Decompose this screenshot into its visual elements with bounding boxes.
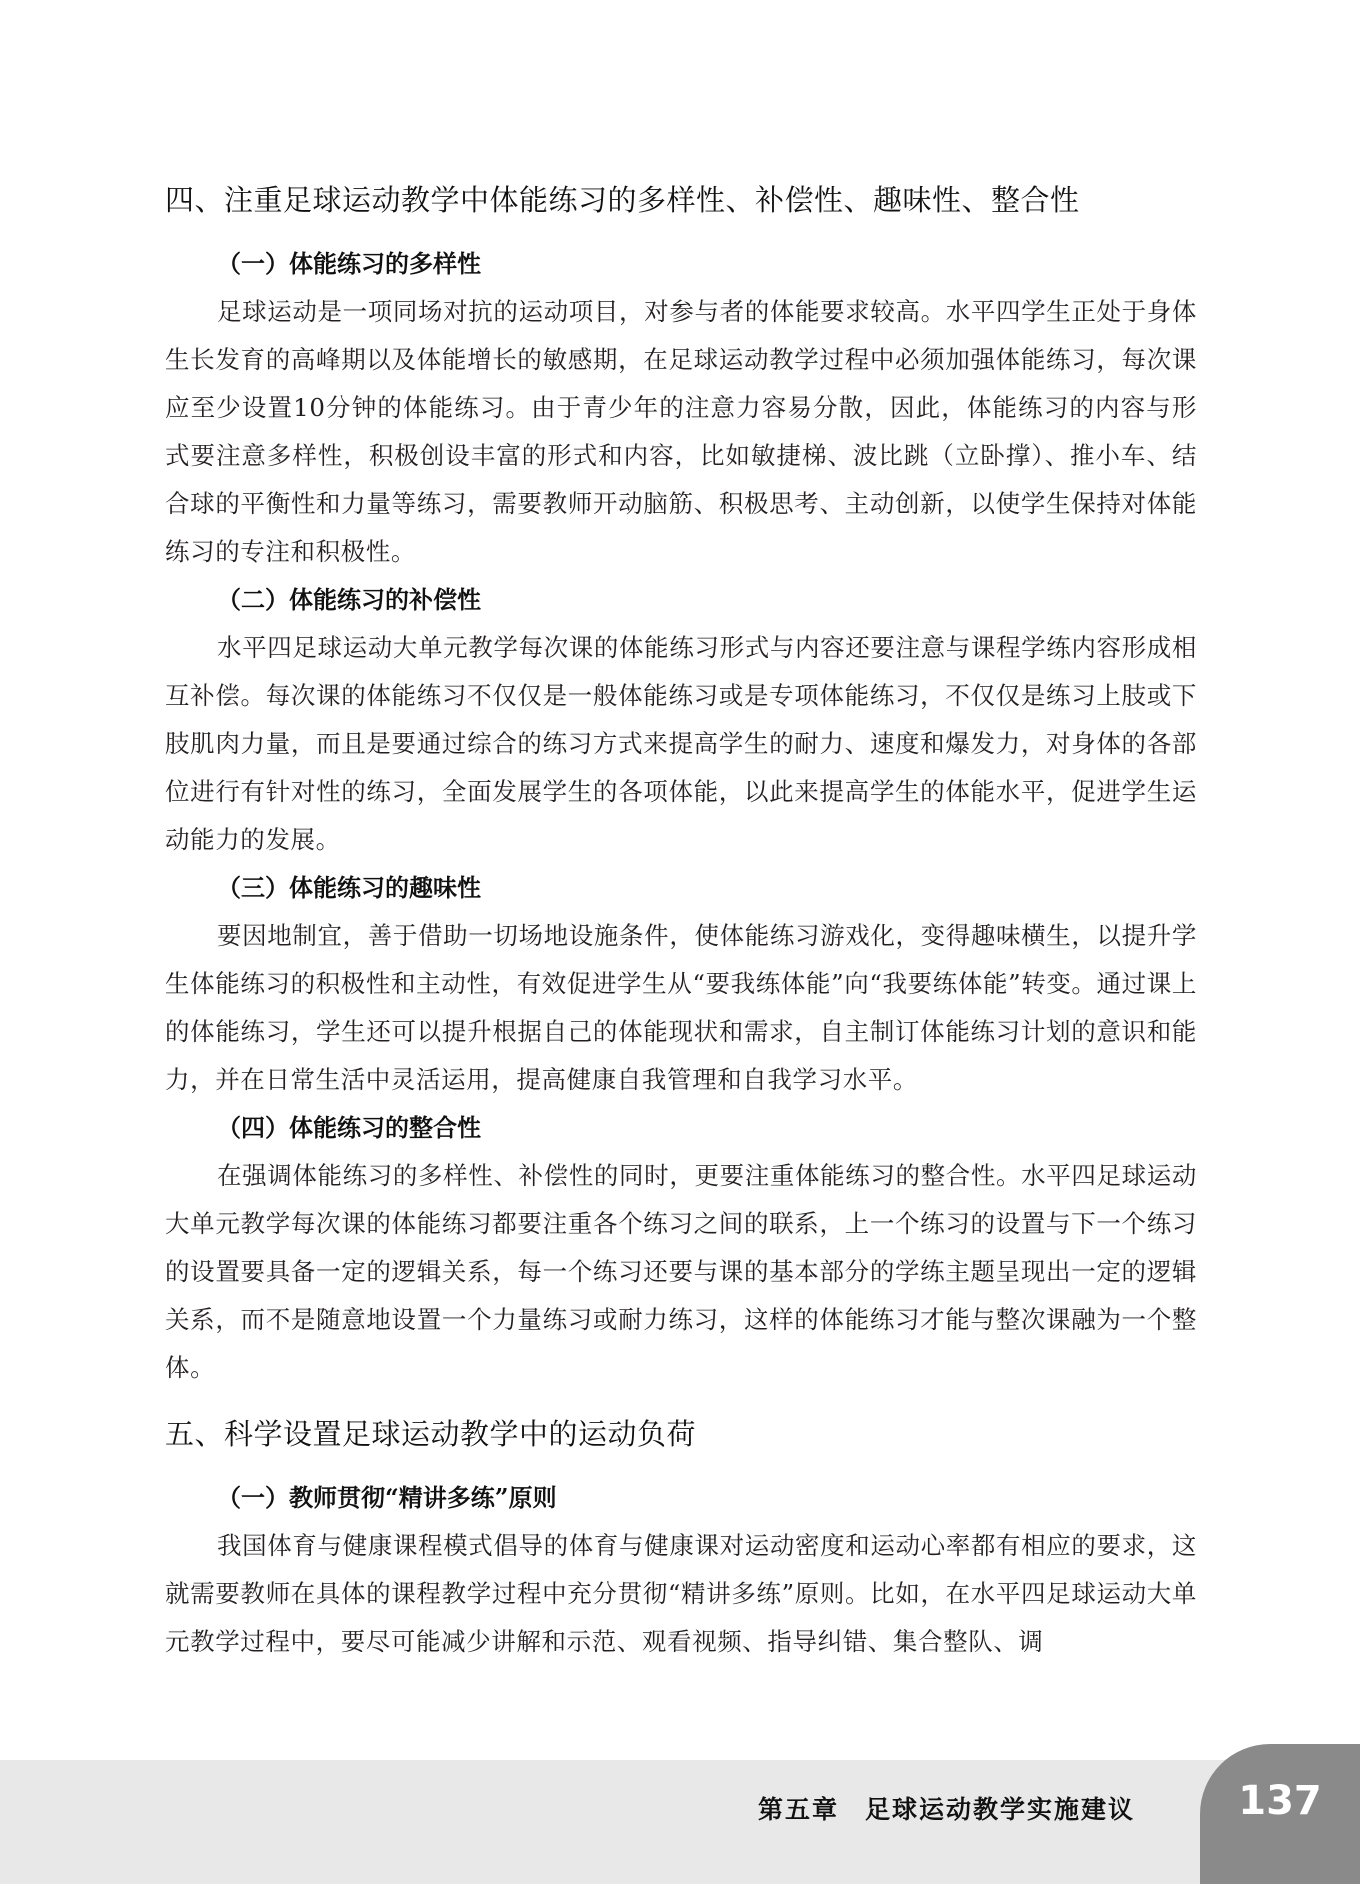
page-number: 137 (1238, 1778, 1322, 1824)
footer-band (0, 1760, 1360, 1884)
subsection-heading-integration: （四）体能练习的整合性 (217, 1113, 481, 1142)
paragraph-integration: 在强调体能练习的多样性、补偿性的同时，更要注重体能练习的整合性。水平四足球运动大单元教学每次课的体能练习都要注重各个练习之间的联系，上一个练习的设置与下一个练习的设置要具备一定的逻辑关系，每一个练习还要与课的基本部分的学练主题呈现出一定的逻辑关系，而不是随意地设置一个力量练习或耐力练习，这样的体能练习才能与整次课融为一个整体。 (165, 1161, 1197, 1382)
subsection-heading-diversity: （一）体能练习的多样性 (217, 249, 481, 278)
footer-chapter-title: 足球运动教学实施建议 (864, 1795, 1135, 1824)
section-heading-5: 五、科学设置足球运动教学中的运动负荷 (165, 1417, 697, 1451)
page-content (165, 180, 1197, 1666)
paragraph-diversity: 足球运动是一项同场对抗的运动项目，对参与者的体能要求较高。水平四学生正处于身体生长发育的高峰期以及体能增长的敏感期，在足球运动教学过程中必须加强体能练习，每次课应至少设置10分钟的体能练习。由于青少年的注意力容易分散，因此，体能练习的内容与形式要注意多样性，积极创设丰富的形式和内容，比如敏捷梯、波比跳（立卧撑）、推小车、结合球的平衡性和力量等练习，需要教师开动脑筋、积极思考、主动创新，以使学生保持对体能练习的专注和积极性。 (165, 297, 1197, 566)
running-footer (758, 1790, 1135, 1826)
paragraph-fun: 要因地制宜，善于借助一切场地设施条件，使体能练习游戏化，变得趣味横生，以提升学生体能练习的积极性和主动性，有效促进学生从“要我练体能”向“我要练体能”转变。通过课上的体能练习，学生还可以提升根据自己的体能现状和需求，自主制订体能练习计划的意识和能力，并在日常生活中灵活运用，提高健康自我管理和自我学习水平。 (165, 921, 1197, 1094)
paragraph-compensation: 水平四足球运动大单元教学每次课的体能练习形式与内容还要注意与课程学练内容形成相互补偿。每次课的体能练习不仅仅是一般体能练习或是专项体能练习，不仅仅是练习上肢或下肢肌肉力量，而且是要通过综合的练习方式来提高学生的耐力、速度和爆发力，对身体的各部位进行有针对性的练习，全面发展学生的各项体能，以此来提高学生的体能水平，促进学生运动能力的发展。 (165, 633, 1197, 854)
subsection-heading-compensation: （二）体能练习的补偿性 (217, 585, 481, 614)
section-heading-4: 四、注重足球运动教学中体能练习的多样性、补偿性、趣味性、整合性 (165, 183, 1080, 217)
subsection-heading-fun: （三）体能练习的趣味性 (217, 873, 481, 902)
paragraph-teaching-principle: 我国体育与健康课程模式倡导的体育与健康课对运动密度和运动心率都有相应的要求，这就需要教师在具体的课程教学过程中充分贯彻“精讲多练”原则。比如，在水平四足球运动大单元教学过程中，要尽可能减少讲解和示范、观看视频、指导纠错、集合整队、调 (165, 1531, 1197, 1656)
subsection-heading-teaching-principle: （一）教师贯彻“精讲多练”原则 (217, 1483, 557, 1512)
footer-chapter: 第五章 (757, 1795, 839, 1824)
